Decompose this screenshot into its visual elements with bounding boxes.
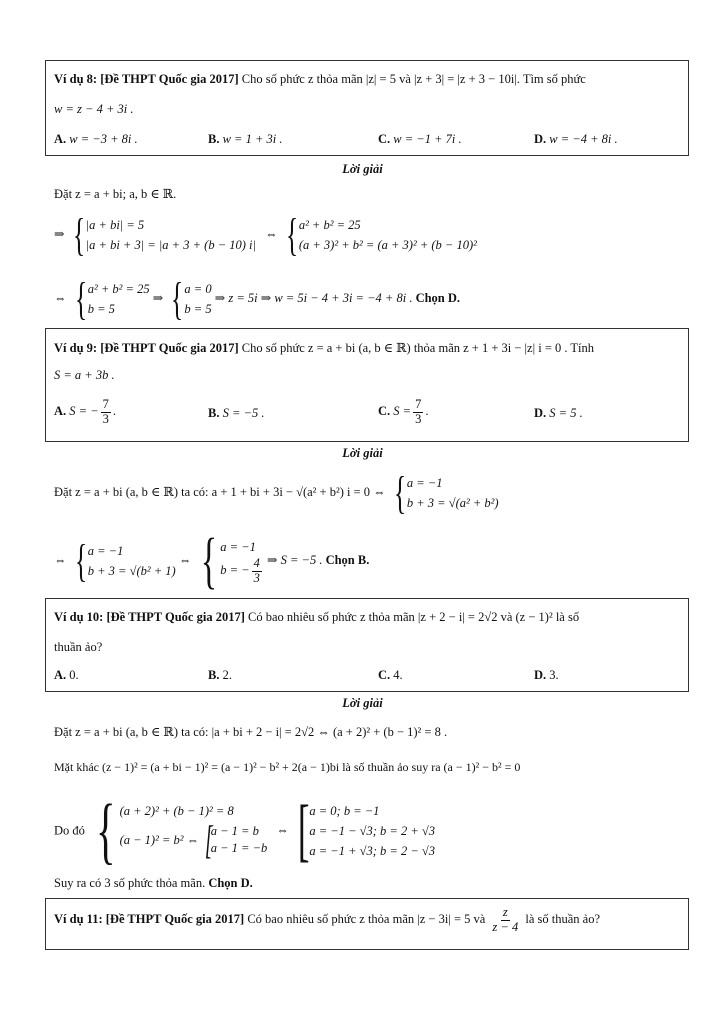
example-8-option-d: D. w = −4 + 8i . <box>534 132 618 146</box>
example-10-question-line2: thuần ảo? <box>54 640 103 654</box>
example-9-option-d: D. S = 5 . <box>534 406 583 420</box>
example-8-option-b: B. w = 1 + 3i . <box>208 132 283 146</box>
solution-10-answer: Chọn D. <box>208 876 253 890</box>
example-10-option-a: A. 0. <box>54 668 79 682</box>
example-11-heading: Ví dụ 11: [Đề THPT Quốc gia 2017] <box>54 912 245 927</box>
example-10-heading: Ví dụ 10: [Đề THPT Quốc gia 2017] <box>54 610 245 624</box>
example-8-heading: Ví dụ 8: [Đề THPT Quốc gia 2017] <box>54 72 239 86</box>
example-9-option-c: C. S = $\frac{7}{3}$ . <box>378 397 429 426</box>
solution-9-label: Lời giải <box>342 446 383 460</box>
example-11-question: Ví dụ 11: [Đề THPT Quốc gia 2017] Có bao nhiêu số phức z thỏa mãn |z − 3i| = 5 và $\frac{z}{z - 4}$ là số thuần ảo? <box>54 905 600 934</box>
solution-9-line1: Đặt z = a + bi (a, b ∈ ℝ) ta có: a + 1 + bi + 3i − √(a² + b²) i = 0 ⇔ { a = −1 b + 3 = √(a² + b²) <box>54 467 499 518</box>
example-10-question-line1: Ví dụ 10: [Đề THPT Quốc gia 2017] Có bao nhiêu số phức z thỏa mãn |z + 2 − i| = 2√2 và (z − 1)² là số <box>54 610 580 624</box>
solution-10-system: Do đó { (a + 2)² + (b − 1)² = 8 (a − 1)² = b² ⇔ [ a − 1 = b a − 1 = −b ⇔ [ a = 0; b = −1 a = −1 − √3; b = 2 + √3 a = −1 + √3; b = 2 − √3 <box>54 790 436 872</box>
solution-10-line2: Mặt khác (z − 1)² = (a + bi − 1)² = (a − 1)² − b² + 2(a − 1)bi là số thuần ảo suy ra (a − 1)² − b² = 0 <box>54 760 521 774</box>
solution-8-system2: ⇔ { a² + b² = 25 b = 5 ⇒ { a = 0 b = 5 ⇒ z = 5i ⇒ w = 5i − 4 + 3i = −4 + 8i . Chọn D. <box>54 273 461 324</box>
example-10-option-d: D. 3. <box>534 668 559 682</box>
solution-8-answer: Chọn D. <box>415 290 461 305</box>
solution-10-label: Lời giải <box>342 696 383 710</box>
solution-8-line1: Đặt z = a + bi; a, b ∈ ℝ. <box>54 187 177 201</box>
example-8-option-a: A. w = −3 + 8i . <box>54 132 138 146</box>
example-9-question-line1: Ví dụ 9: [Đề THPT Quốc gia 2017] Cho số phức z = a + bi (a, b ∈ ℝ) thỏa mãn z + 1 + 3i − |z| i = 0 . Tính <box>54 341 595 355</box>
example-10-option-b: B. 2. <box>208 668 232 682</box>
example-9-heading: Ví dụ 9: [Đề THPT Quốc gia 2017] <box>54 341 239 355</box>
solution-10-conclusion: Suy ra có 3 số phức thỏa mãn. Chọn D. <box>54 876 253 890</box>
example-9-option-b: B. S = −5 . <box>208 406 265 420</box>
solution-8-label: Lời giải <box>342 162 383 176</box>
example-8-option-c: C. w = −1 + 7i . <box>378 132 462 146</box>
solution-9-answer: Chọn B. <box>325 552 370 567</box>
example-8-question-line2: w = z − 4 + 3i . <box>54 102 134 116</box>
solution-10-line1: Đặt z = a + bi (a, b ∈ ℝ) ta có: |a + bi + 2 − i| = 2√2 ⇔ (a + 2)² + (b − 1)² = 8 . <box>54 725 448 739</box>
example-9-question-line2: S = a + 3b . <box>54 368 115 382</box>
solution-9-line2: ⇔ { a = −1 b + 3 = √(b² + 1) ⇔ { a = −1 b = − $\frac{4}{3}$ ⇒ S = −5 . Chọn B. <box>54 527 370 595</box>
solution-8-system1: ⇒ { |a + bi| = 5 |a + bi + 3| = |a + 3 + (b − 10) i| ⇔ { a² + b² = 25 (a + 3)² + b² = (a + 3)² + (b − 10)² <box>54 209 477 260</box>
example-10-option-c: C. 4. <box>378 668 403 682</box>
example-8-question-line1: Ví dụ 8: [Đề THPT Quốc gia 2017] Cho số phức z thỏa mãn |z| = 5 và |z + 3| = |z + 3 − 10i|. Tìm số phức <box>54 72 586 86</box>
example-9-option-a: A. S = − $\frac{7}{3}$ . <box>54 397 117 426</box>
